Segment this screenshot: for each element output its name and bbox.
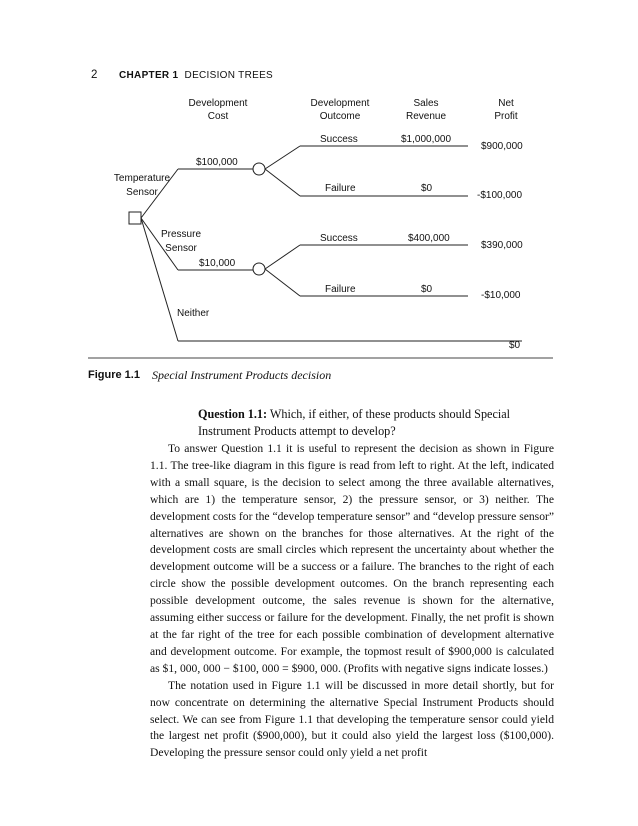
profit-press-success: $390,000 [481,240,523,251]
figure-label: Figure 1.1 [88,369,140,381]
revenue-press-success: $400,000 [408,233,450,244]
revenue-temp-failure: $0 [421,183,433,194]
label-line: Sensor [165,243,197,254]
header-line: Development [310,98,370,109]
paragraph: To answer Question 1.1 it is useful to represent the decision as shown in Figure 1.1. The tree-like diagram in this figure is read from left to right. At the left, indicated with a small square, is the decision to select among the three available alternatives, which are 1) the temperature sensor, 2) the pressure sensor, or 3) neither. The development costs for the “develop temperature sensor” and “develop pressure sensor” alternatives are shown on the branches for those alternatives. At the right of the development costs are small circles which represent the uncertainty about whether the development outcome will be a success or a failure. The branches to the right of each circle show the possible development outcomes. On the branch representing each possible development outcome, the sales revenue is shown for the alternative, assuming either success or failure for the development. Finally, the net profit is shown at the far right of the tree for each possible combination of development alternative and development outcome. For example, the topmost result of $900,000 is calculated as $1, 000, 000 − $100, 000 = $900, 000. (Profits with negative signs indicate losses.) [150,442,554,675]
question-label: Question 1.1: [198,407,268,421]
alternative-label-pressure [152,228,210,256]
body-text [150,441,554,762]
branch-temp-success-diag [265,146,300,169]
label-line: Pressure [160,229,201,240]
outcome-press-success: Success [320,233,358,244]
revenue-temp-success: $1,000,000 [401,134,452,145]
outcome-temp-success: Success [320,134,358,145]
header-line: Net [498,98,514,109]
chapter-title: DECISION TREES [184,70,274,81]
header-line: Profit [494,111,518,122]
outcome-press-failure: Failure [325,284,356,295]
header-line: Outcome [319,111,361,122]
profit-neither: $0 [509,340,521,351]
header-line: Development [188,98,248,109]
profit-temp-failure: -$100,000 [477,190,523,201]
revenue-press-failure: $0 [421,284,433,295]
profit-temp-success: $900,000 [481,141,523,152]
alternative-label-temperature [112,172,172,200]
outcome-temp-failure: Failure [325,183,356,194]
paragraph: The notation used in Figure 1.1 will be discussed in more detail shortly, but for now concentrate on determining the alternative Special Instrument Products should select. We can see from Figure 1.1 that developing the temperature sensor could yield the largest net profit ($900,000), but it could also yield the largest loss ($100,000). Developing the pressure sensor could only yield a net profit [150,678,554,760]
question-text: Which, if either, of these products should Special Instrument Products attempt to develop? [198,407,511,438]
branch-press-success-diag [265,245,300,269]
profit-press-failure: -$10,000 [481,290,521,301]
cost-pressure: $10,000 [199,258,236,269]
branch-temp-failure-diag [265,169,300,196]
question-block [198,406,548,440]
cost-temperature: $100,000 [196,157,238,168]
header-line: Cost [207,111,229,122]
figure-caption: Special Instrument Products decision [152,368,332,382]
page-number: 2 [91,69,98,81]
decision-node-square [129,212,141,224]
label-line: Sensor [126,187,158,198]
branch-press-failure-diag [265,269,300,296]
alternative-label-neither: Neither [177,308,210,319]
chance-node-temperature [253,163,265,175]
header-line: Revenue [405,111,447,122]
chapter-number: CHAPTER 1 [119,70,179,81]
header-line: Sales [413,98,439,109]
label-line: Temperature [113,173,171,184]
chance-node-pressure [253,263,265,275]
